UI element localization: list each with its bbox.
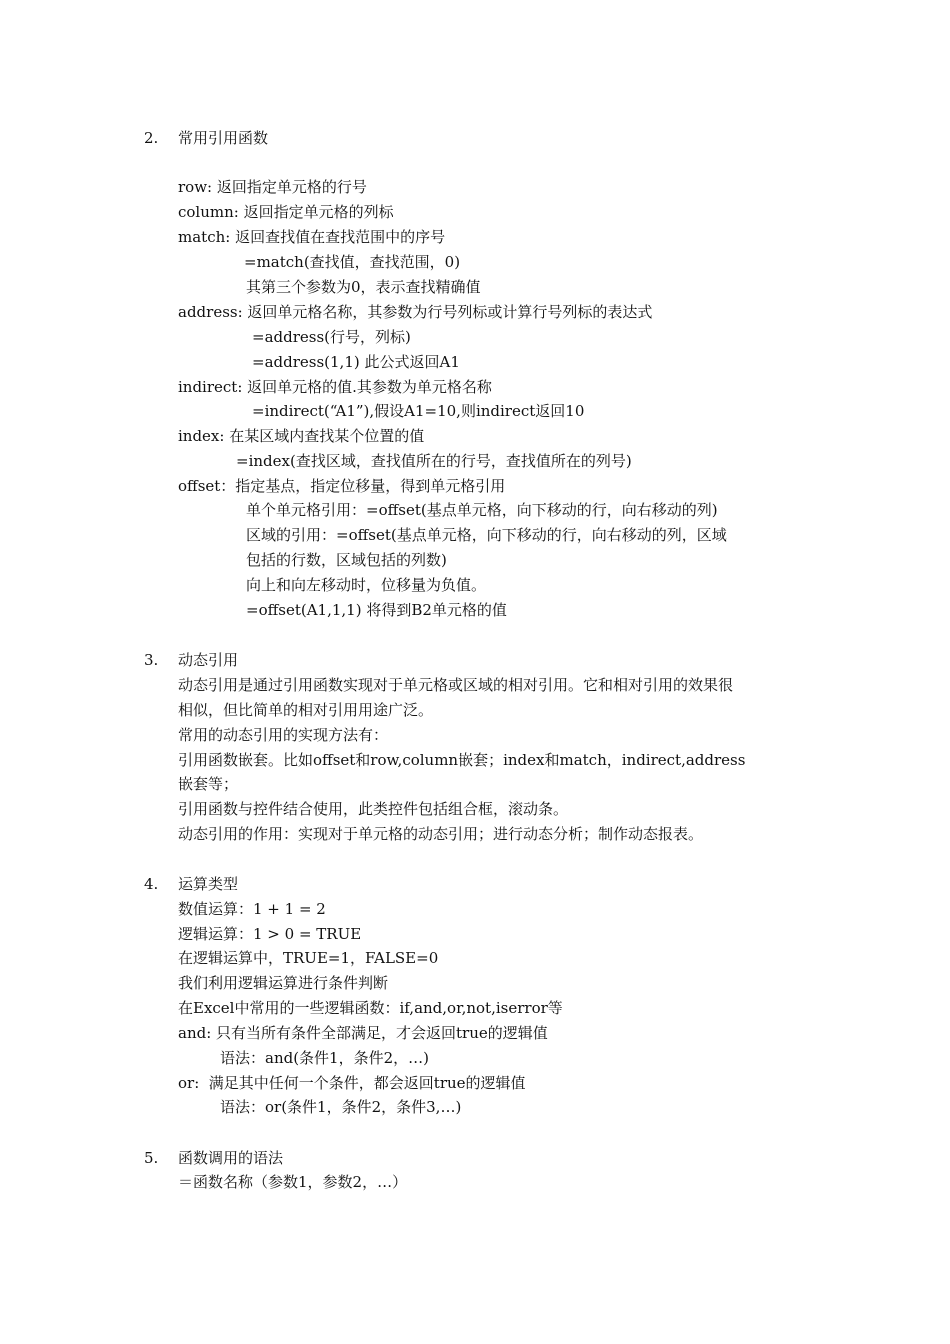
- text-line: 逻辑运算：1 > 0 = TRUE: [178, 925, 362, 943]
- formula-line: =index(查找区域，查找值所在的行号，查找值所在的列号): [236, 452, 632, 470]
- text-line: 引用函数嵌套。比如offset和row,column嵌套；index和match，indirect,address: [178, 751, 746, 769]
- text-line: 我们利用逻辑运算进行条件判断: [178, 974, 389, 992]
- text-line: column: 返回指定单元格的列标: [178, 203, 394, 221]
- text-line: 其第三个参数为0，表示查找精确值: [246, 278, 481, 296]
- text-line: row: 返回指定单元格的行号: [178, 178, 367, 196]
- formula-line: =match(查找值，查找范围，0): [244, 253, 461, 271]
- text-line: match: 返回查找值在查找范围中的序号: [178, 228, 446, 246]
- section-number: 2.: [144, 129, 159, 147]
- text-line: or: 满足其中任何一个条件，都会返回true的逻辑值: [178, 1074, 526, 1092]
- formula-line: =address(1,1) 此公式返回A1: [252, 353, 460, 371]
- text-line: indirect: 返回单元格的值.其参数为单元格名称: [178, 378, 492, 396]
- text-line: 相似，但比简单的相对引用用途广泛。: [178, 701, 434, 719]
- text-line: and: 只有当所有条件全部满足，才会返回true的逻辑值: [178, 1024, 548, 1042]
- text-line: 嵌套等；: [178, 775, 239, 793]
- syntax-line: 语法：or(条件1，条件2，条件3,…): [220, 1098, 462, 1116]
- section-title: 运算类型: [178, 875, 239, 893]
- formula-line: =offset(A1,1,1) 将得到B2单元格的值: [246, 601, 507, 619]
- text-line: 动态引用的作用：实现对于单元格的动态引用；进行动态分析；制作动态报表。: [178, 825, 704, 843]
- syntax-line: 语法：and(条件1，条件2，…): [220, 1049, 429, 1067]
- text-line: 单个单元格引用：=offset(基点单元格，向下移动的行，向右移动的列): [246, 501, 718, 519]
- formula-line: =indirect(“A1”),假设A1=10,则indirect返回10: [252, 402, 585, 420]
- text-line: address: 返回单元格名称，其参数为行号列标或计算行号列标的表达式: [178, 303, 653, 321]
- text-line: 区域的引用：=offset(基点单元格，向下移动的行，向右移动的列，区域: [246, 526, 727, 544]
- section-title: 动态引用: [178, 651, 239, 669]
- text-line: 数值运算：1 + 1 = 2: [178, 900, 326, 918]
- section-number: 5.: [144, 1149, 159, 1167]
- text-line: 在逻辑运算中，TRUE=1，FALSE=0: [178, 949, 439, 967]
- text-line: 引用函数与控件结合使用，此类控件包括组合框，滚动条。: [178, 800, 569, 818]
- text-line: 常用的动态引用的实现方法有：: [178, 726, 389, 744]
- text-line: 动态引用是通过引用函数实现对于单元格或区域的相对引用。它和相对引用的效果很: [178, 676, 734, 694]
- section-title: 常用引用函数: [178, 129, 269, 147]
- section-title: 函数调用的语法: [178, 1149, 284, 1167]
- section-number: 4.: [144, 875, 159, 893]
- text-line: 在Excel中常用的一些逻辑函数：if,and,or,not,iserror等: [178, 999, 563, 1017]
- section-number: 3.: [144, 651, 159, 669]
- text-line: 包括的行数，区域包括的列数): [246, 551, 447, 569]
- text-line: 向上和向左移动时，位移量为负值。: [246, 576, 487, 594]
- formula-line: =address(行号，列标): [252, 328, 411, 346]
- syntax-line: ＝函数名称（参数1，参数2，…）: [178, 1173, 408, 1191]
- text-line: index: 在某区域内查找某个位置的值: [178, 427, 425, 445]
- text-line: offset：指定基点，指定位移量，得到单元格引用: [178, 477, 506, 495]
